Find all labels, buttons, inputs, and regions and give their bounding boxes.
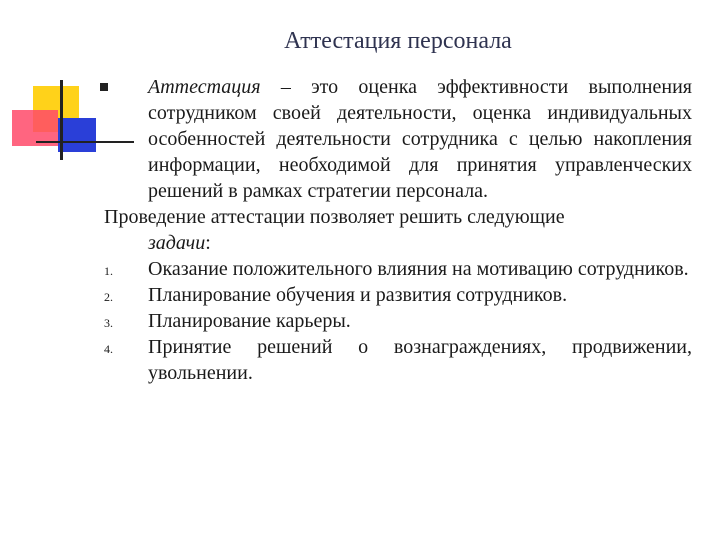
intro-paragraph (104, 204, 692, 256)
blue-square-icon (58, 118, 96, 152)
list-item (104, 308, 692, 334)
intro-tasks-word: задачи (148, 232, 206, 254)
list-item-text: Принятие решений о вознаграждениях, продвижении, увольнении. (148, 336, 692, 384)
definition-term: Аттестация (148, 76, 261, 98)
list-item (104, 282, 692, 308)
list-item-text: Планирование обучения и развития сотрудников. (148, 284, 568, 306)
bullet-square-icon (100, 83, 108, 91)
list-item-text: Оказание положительного влияния на мотивацию сотрудников. (148, 258, 689, 280)
list-item-number: 4. (104, 342, 113, 356)
intro-colon: : (205, 232, 211, 254)
slide-content (104, 74, 692, 386)
list-item-number: 3. (104, 316, 113, 330)
list-item (104, 334, 692, 386)
vertical-line (60, 80, 63, 160)
slide-title: Аттестация персонала (284, 28, 512, 54)
definition-paragraph (104, 74, 692, 204)
list-item-number: 1. (104, 264, 113, 278)
list-item-number: 2. (104, 290, 113, 304)
definition-text: – это оценка эффективности выполнения сотрудником своей деятельности, оценка индивидуальных особенностей деятельности сотрудника с целью накопления информации, необходимой для принятия управленческих решений в рамках стратегии персонала. (148, 76, 692, 202)
list-item-text: Планирование карьеры. (148, 310, 351, 332)
tasks-list (104, 256, 692, 386)
list-item (104, 256, 692, 282)
intro-text: Проведение аттестации позволяет решить следующие (104, 206, 565, 228)
